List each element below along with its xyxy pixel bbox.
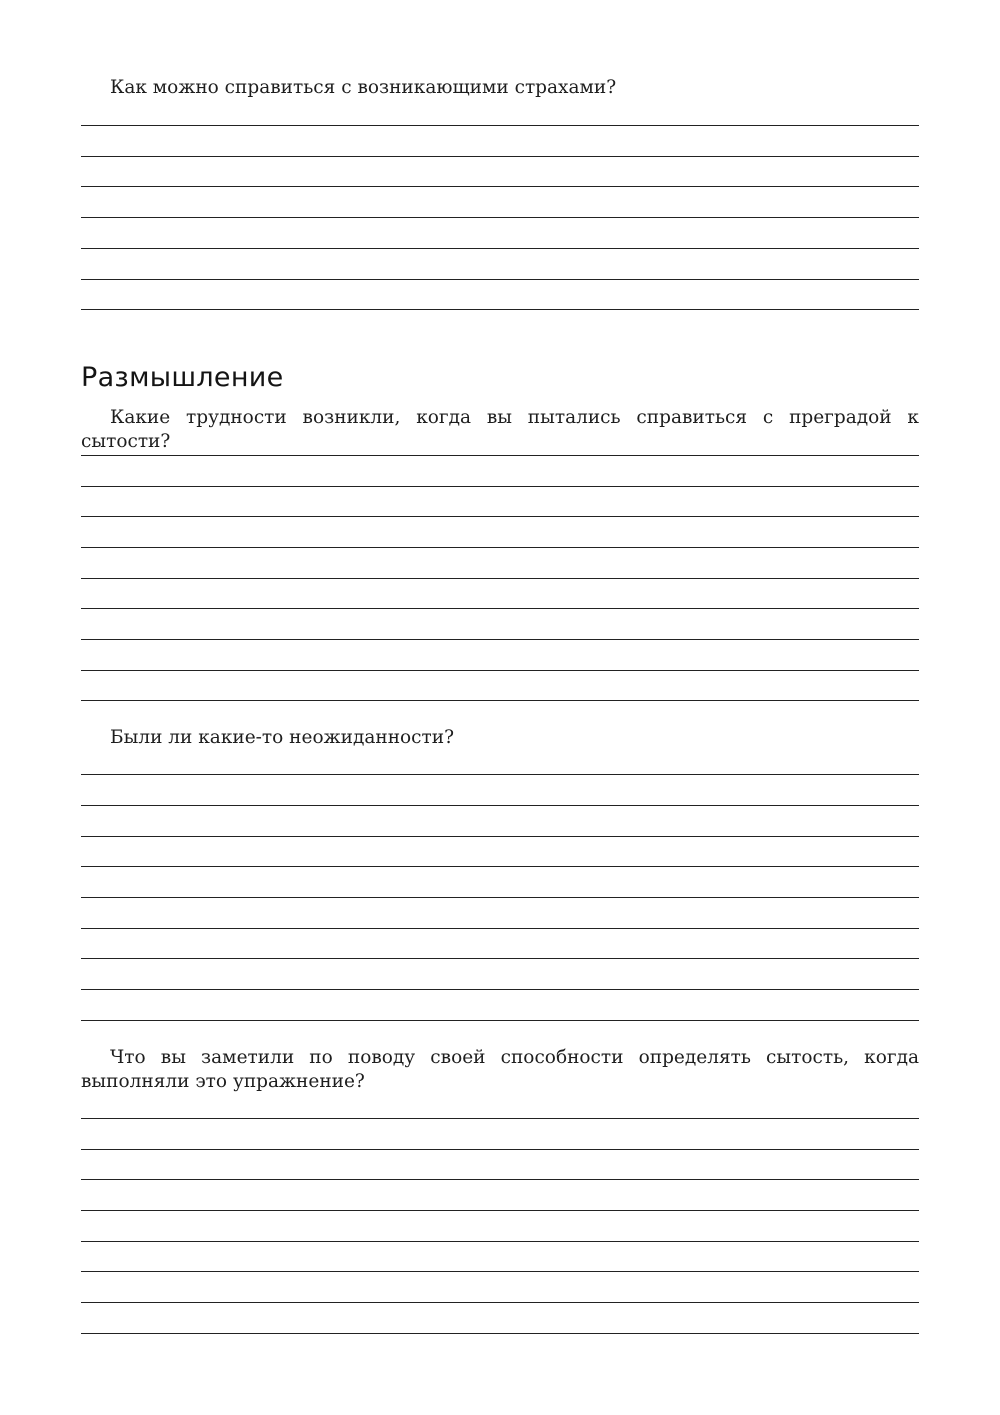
answer-line[interactable] xyxy=(81,866,919,867)
answer-line[interactable] xyxy=(81,700,919,701)
answer-line[interactable] xyxy=(81,928,919,929)
answer-line[interactable] xyxy=(81,989,919,990)
answer-line[interactable] xyxy=(81,1241,919,1242)
answer-line[interactable] xyxy=(81,958,919,959)
answer-line[interactable] xyxy=(81,455,919,456)
answer-line[interactable] xyxy=(81,805,919,806)
section-heading: Размышление xyxy=(81,362,284,393)
answer-line[interactable] xyxy=(81,516,919,517)
answer-line[interactable] xyxy=(81,248,919,249)
answer-line[interactable] xyxy=(81,547,919,548)
answer-line[interactable] xyxy=(81,1302,919,1303)
answer-line[interactable] xyxy=(81,774,919,775)
answer-line[interactable] xyxy=(81,836,919,837)
answer-line[interactable] xyxy=(81,279,919,280)
answer-line[interactable] xyxy=(81,125,919,126)
question-fears: Как можно справиться с возникающими страхами? xyxy=(110,77,617,98)
answer-line[interactable] xyxy=(81,608,919,609)
answer-line[interactable] xyxy=(81,217,919,218)
answer-line[interactable] xyxy=(81,1210,919,1211)
answer-line[interactable] xyxy=(81,578,919,579)
answer-line[interactable] xyxy=(81,156,919,157)
answer-line[interactable] xyxy=(81,1179,919,1180)
answer-line[interactable] xyxy=(81,486,919,487)
answer-line[interactable] xyxy=(81,1118,919,1119)
question-difficulties: Какие трудности возникли, когда вы пытались справиться с преградой к сытости? xyxy=(81,407,919,452)
question-satiety: Что вы заметили по поводу своей способности определять сытость, когда выполняли это упражнение? xyxy=(81,1047,919,1092)
answer-line[interactable] xyxy=(81,1149,919,1150)
answer-line[interactable] xyxy=(81,309,919,310)
answer-line[interactable] xyxy=(81,1020,919,1021)
answer-line[interactable] xyxy=(81,897,919,898)
answer-line[interactable] xyxy=(81,1271,919,1272)
answer-line[interactable] xyxy=(81,639,919,640)
answer-line[interactable] xyxy=(81,1333,919,1334)
answer-line[interactable] xyxy=(81,186,919,187)
answer-line[interactable] xyxy=(81,670,919,671)
question-surprises: Были ли какие-то неожиданности? xyxy=(110,727,455,748)
